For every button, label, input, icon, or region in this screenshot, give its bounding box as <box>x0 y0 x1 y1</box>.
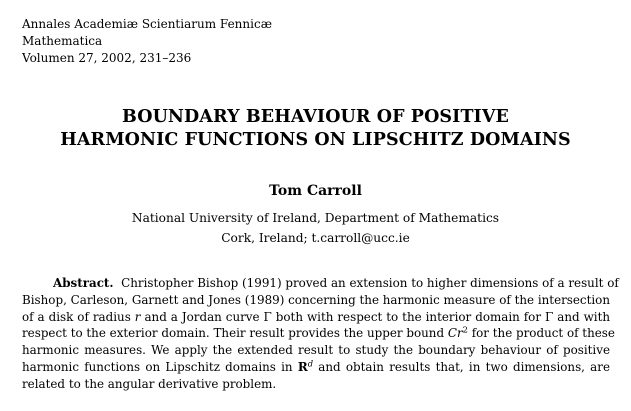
affiliation-line-2: Cork, Ireland; t.carroll@ucc.ie <box>221 231 410 245</box>
journal-series: Mathematica <box>22 34 103 48</box>
paper-title <box>0 106 631 152</box>
title-line-2: HARMONIC FUNCTIONS ON LIPSCHITZ DOMAINS <box>60 130 571 150</box>
math-gamma: Γ <box>545 309 554 324</box>
abstract-text: of a disk of radius <box>22 309 135 324</box>
abstract-text: related to the angular derivative problem. <box>22 376 277 391</box>
abstract-text: for the product of these <box>467 326 615 341</box>
math-dimension: d <box>307 358 314 369</box>
abstract <box>22 275 619 393</box>
abstract-text: and with <box>553 309 611 324</box>
math-exponent: 2 <box>462 324 468 335</box>
abstract-line-7 <box>22 376 610 393</box>
abstract-text: and obtain results that, in two dimensions, are <box>313 359 610 374</box>
abstract-line-1 <box>22 275 619 292</box>
math-real-space: R <box>297 359 308 374</box>
author-name: Tom Carroll <box>269 183 362 199</box>
journal-info <box>22 16 272 67</box>
math-gamma: Γ <box>263 309 272 324</box>
abstract-text: harmonic functions on Lipschitz domains in <box>22 359 298 374</box>
abstract-text: Christopher Bishop (1991) proved an extension to higher dimensions of a result of <box>121 276 619 290</box>
abstract-line-4 <box>22 324 615 342</box>
abstract-line-6 <box>22 359 610 376</box>
abstract-text: and a Jordan curve <box>140 309 264 324</box>
abstract-text: harmonic measures. We apply the extended result to study the boundary behaviour of positive <box>22 343 610 358</box>
abstract-line-2 <box>22 292 610 309</box>
affiliation <box>0 208 631 248</box>
abstract-line-3 <box>22 309 610 326</box>
journal-volume: Volumen 27, 2002, 231–236 <box>22 51 192 65</box>
abstract-text: respect to the exterior domain. Their result provides the upper bound <box>22 326 448 341</box>
abstract-line-5 <box>22 342 610 359</box>
abstract-text: both with respect to the interior domain for <box>271 309 546 324</box>
affiliation-line-1: National University of Ireland, Department of Mathematics <box>131 211 500 225</box>
abstract-text: Bishop, Carleson, Garnett and Jones (1989) concerning the harmonic measure of the intersection <box>22 292 610 307</box>
math-r: r <box>134 309 141 324</box>
abstract-heading: Abstract. <box>53 276 114 290</box>
journal-name: Annales Academiæ Scientiarum Fennicæ <box>22 17 272 31</box>
title-line-1: BOUNDARY BEHAVIOUR OF POSITIVE <box>122 107 509 127</box>
math-cr: Cr <box>447 326 463 341</box>
